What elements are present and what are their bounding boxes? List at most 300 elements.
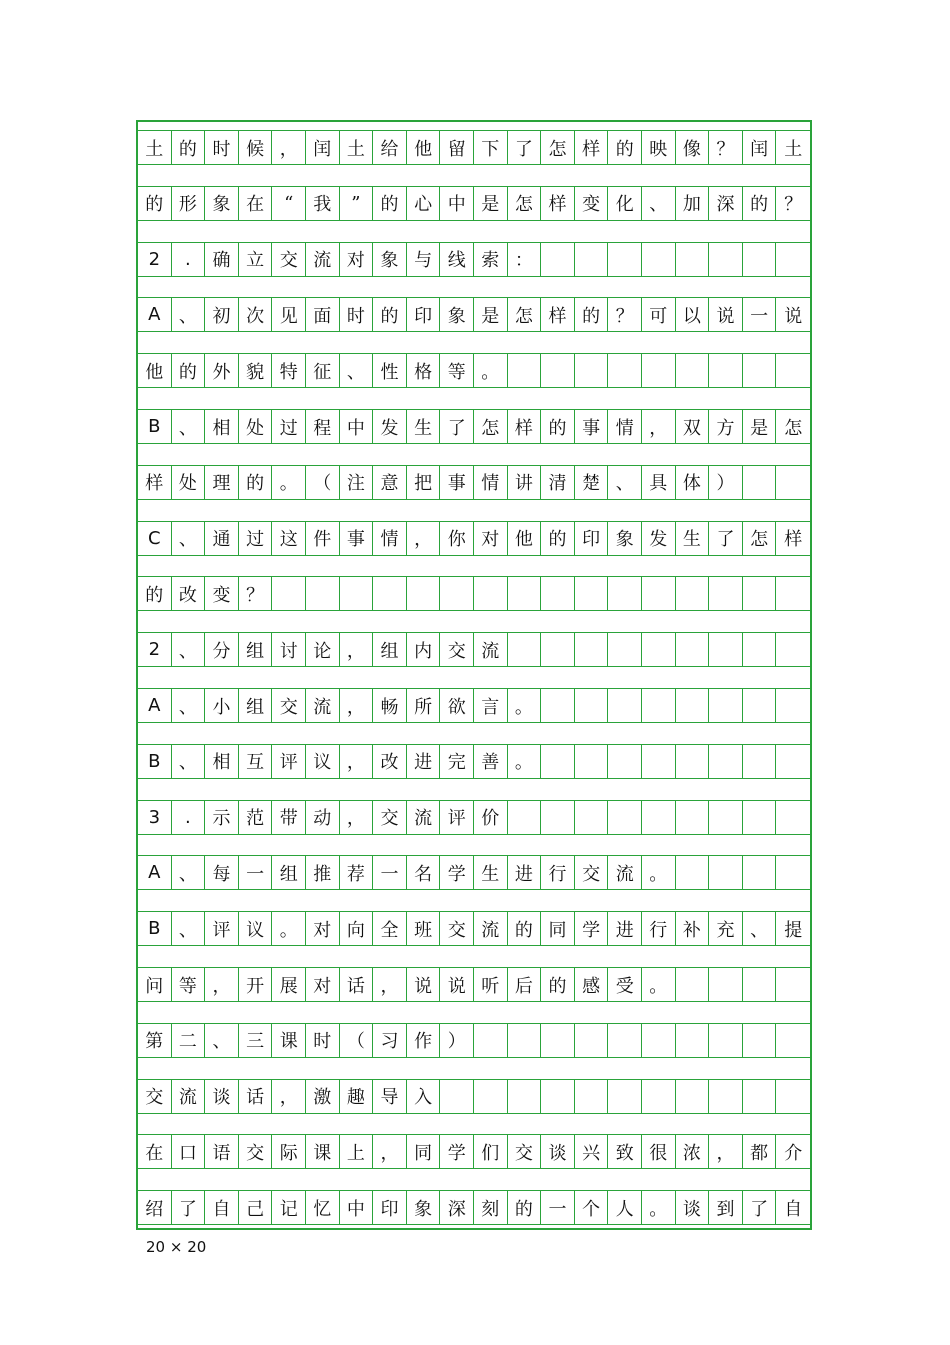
- grid-cell: [474, 1024, 508, 1057]
- grid-cell: 发: [373, 410, 407, 443]
- grid-cell: 流: [608, 856, 642, 889]
- grid-cell: [676, 856, 710, 889]
- grid-cell: 中: [340, 1191, 374, 1224]
- grid-cell: 作: [407, 1024, 441, 1057]
- grid-cell: [676, 745, 710, 778]
- grid-cell: 交: [272, 243, 306, 276]
- grid-cell: 留: [440, 131, 474, 164]
- grid-cell: 怎: [508, 187, 542, 220]
- grid-cell: 流: [474, 912, 508, 945]
- grid-cell: 象: [205, 187, 239, 220]
- grid-cell: 流: [172, 1080, 206, 1113]
- grid-cell: 注: [340, 466, 374, 499]
- grid-cell: 浓: [676, 1135, 710, 1168]
- grid-cell: 评: [440, 801, 474, 834]
- grid-cell: 分: [205, 633, 239, 666]
- grid-cell: 事: [340, 522, 374, 555]
- grid-cell: [743, 633, 777, 666]
- grid-cell: 把: [407, 466, 441, 499]
- grid-cell: [608, 1024, 642, 1057]
- grid-cell: 互: [239, 745, 273, 778]
- grid-cell: 感: [575, 968, 609, 1001]
- grid-cell: [709, 243, 743, 276]
- grid-row: [138, 521, 810, 556]
- grid-cell: [743, 745, 777, 778]
- grid-cell: 完: [440, 745, 474, 778]
- grid-cell: ：: [508, 243, 542, 276]
- grid-cell: 说: [709, 298, 743, 331]
- grid-cell: [541, 745, 575, 778]
- grid-cell: [608, 801, 642, 834]
- grid-row: [138, 297, 810, 332]
- grid-cell: （: [340, 1024, 374, 1057]
- grid-cell: 谈: [205, 1080, 239, 1113]
- grid-cell: 谈: [541, 1135, 575, 1168]
- grid-cell: [676, 1080, 710, 1113]
- grid-cell: [642, 1024, 676, 1057]
- grid-cell: 开: [239, 968, 273, 1001]
- grid-cell: 对: [340, 243, 374, 276]
- grid-cell: 交: [272, 689, 306, 722]
- grid-cell: 样: [541, 187, 575, 220]
- grid-cell: 推: [306, 856, 340, 889]
- grid-cell: [743, 689, 777, 722]
- grid-cell: 面: [306, 298, 340, 331]
- grid-cell: 心: [407, 187, 441, 220]
- grid-cell: 映: [642, 131, 676, 164]
- grid-cell: 后: [508, 968, 542, 1001]
- grid-cell: 的: [172, 354, 206, 387]
- grid-cell: 忆: [306, 1191, 340, 1224]
- grid-row: [138, 967, 810, 1002]
- grid-cell: [642, 745, 676, 778]
- grid-cell: 班: [407, 912, 441, 945]
- grid-cell: 生: [474, 856, 508, 889]
- grid-cell: 话: [239, 1080, 273, 1113]
- grid-row: [138, 130, 810, 165]
- grid-cell: 了: [508, 131, 542, 164]
- grid-cell: [743, 243, 777, 276]
- grid-cell: [608, 689, 642, 722]
- grid-cell: ，: [709, 1135, 743, 1168]
- grid-cell: 对: [306, 912, 340, 945]
- grid-cell: 可: [642, 298, 676, 331]
- grid-cell: 理: [205, 466, 239, 499]
- grid-cell: [608, 745, 642, 778]
- grid-cell: 是: [474, 298, 508, 331]
- grid-cell: [642, 633, 676, 666]
- grid-cell: 、: [172, 410, 206, 443]
- grid-cell: 、: [172, 856, 206, 889]
- grid-cell: [508, 1080, 542, 1113]
- grid-cell: 改: [172, 577, 206, 610]
- grid-cell: 对: [474, 522, 508, 555]
- grid-cell: 介: [784, 1142, 803, 1164]
- grid-cell: [474, 1080, 508, 1113]
- grid-cell: 的: [541, 968, 575, 1001]
- grid-cell: [776, 633, 810, 666]
- grid-cell: [709, 1024, 743, 1057]
- grid-row: [138, 186, 810, 221]
- grid-cell: 、: [743, 912, 777, 945]
- grid-cell: 时: [306, 1024, 340, 1057]
- grid-cell: [575, 577, 609, 610]
- grid-cell: 深: [440, 1191, 474, 1224]
- grid-cell: B: [138, 912, 172, 945]
- grid-cell: [541, 801, 575, 834]
- manuscript-grid: [136, 120, 812, 1230]
- grid-cell: 交: [440, 912, 474, 945]
- grid-cell: 性: [373, 354, 407, 387]
- grid-cell: 他: [138, 354, 172, 387]
- grid-cell: 习: [373, 1024, 407, 1057]
- grid-cell: 的: [138, 187, 172, 220]
- grid-cell: [608, 1080, 642, 1113]
- grid-cell: 谈: [676, 1191, 710, 1224]
- grid-cell: [541, 1080, 575, 1113]
- grid-cell: 荐: [340, 856, 374, 889]
- grid-cell: [541, 1024, 575, 1057]
- grid-cell: 一: [239, 856, 273, 889]
- grid-row: [138, 800, 810, 835]
- grid-cell: 。: [508, 745, 542, 778]
- grid-cell: 这: [272, 522, 306, 555]
- grid-cell: ，: [373, 1135, 407, 1168]
- grid-cell: [743, 466, 777, 499]
- grid-cell: 改: [373, 745, 407, 778]
- grid-cell: 畅: [373, 689, 407, 722]
- grid-cell: 体: [676, 466, 710, 499]
- grid-cell: 话: [340, 968, 374, 1001]
- grid-cell: 的: [373, 187, 407, 220]
- grid-cell: 象: [373, 243, 407, 276]
- grid-cell: 说: [784, 305, 803, 327]
- grid-cell: 所: [407, 689, 441, 722]
- grid-cell: 提: [784, 919, 803, 941]
- grid-cell: 动: [306, 801, 340, 834]
- grid-cell: 见: [272, 298, 306, 331]
- grid-cell: 情: [474, 466, 508, 499]
- grid-cell: 闰: [743, 131, 777, 164]
- grid-cell: [743, 856, 777, 889]
- grid-cell: ）: [709, 466, 743, 499]
- grid-cell: 言: [474, 689, 508, 722]
- grid-cell: 交: [373, 801, 407, 834]
- grid-cell: [676, 354, 710, 387]
- grid-cell: 说: [440, 968, 474, 1001]
- grid-cell: 内: [407, 633, 441, 666]
- grid-cell: [776, 968, 810, 1001]
- grid-cell: [709, 633, 743, 666]
- grid-cell: 是: [743, 410, 777, 443]
- grid-cell: [709, 689, 743, 722]
- grid-cell: 他: [407, 131, 441, 164]
- grid-cell: 样: [508, 410, 542, 443]
- grid-cell: 人: [608, 1191, 642, 1224]
- grid-cell: [709, 801, 743, 834]
- grid-cell: 化: [608, 187, 642, 220]
- grid-cell: 印: [373, 1191, 407, 1224]
- grid-cell: [340, 577, 374, 610]
- grid-cell: ）: [440, 1024, 474, 1057]
- grid-cell: 怎: [541, 131, 575, 164]
- grid-cell: .: [172, 801, 206, 834]
- grid-cell: 的: [541, 410, 575, 443]
- grid-cell: 在: [138, 1135, 172, 1168]
- grid-cell: 进: [608, 912, 642, 945]
- grid-cell: [743, 577, 777, 610]
- grid-cell: 组: [373, 633, 407, 666]
- grid-cell: [575, 745, 609, 778]
- grid-cell: 致: [608, 1135, 642, 1168]
- grid-cell: 等: [172, 968, 206, 1001]
- grid-cell: 学: [440, 1135, 474, 1168]
- grid-cell: 变: [205, 577, 239, 610]
- grid-cell: [743, 801, 777, 834]
- grid-cell: [776, 243, 810, 276]
- grid-cell: 象: [440, 298, 474, 331]
- grid-cell: [743, 354, 777, 387]
- grid-cell: 充: [709, 912, 743, 945]
- grid-cell: 样: [575, 131, 609, 164]
- grid-cell: 交: [440, 633, 474, 666]
- grid-cell: 交: [138, 1080, 172, 1113]
- grid-cell: 评: [272, 745, 306, 778]
- grid-row: [138, 632, 810, 667]
- grid-cell: 名: [407, 856, 441, 889]
- grid-size-label: 20 × 20: [146, 1238, 207, 1256]
- grid-cell: 。: [474, 354, 508, 387]
- grid-cell: 范: [239, 801, 273, 834]
- grid-cell: [743, 1024, 777, 1057]
- grid-row: [138, 353, 810, 388]
- grid-cell: [575, 801, 609, 834]
- grid-cell: 进: [407, 745, 441, 778]
- grid-cell: [373, 577, 407, 610]
- grid-cell: 通: [205, 522, 239, 555]
- grid-cell: [676, 801, 710, 834]
- grid-cell: 小: [205, 689, 239, 722]
- grid-cell: 清: [541, 466, 575, 499]
- grid-cell: [508, 1024, 542, 1057]
- grid-cell: [541, 354, 575, 387]
- grid-cell: [306, 577, 340, 610]
- grid-cell: [608, 354, 642, 387]
- grid-cell: 讲: [508, 466, 542, 499]
- grid-cell: 绍: [138, 1191, 172, 1224]
- grid-cell: 组: [272, 856, 306, 889]
- grid-cell: [776, 354, 810, 387]
- grid-cell: 论: [306, 633, 340, 666]
- grid-row: [138, 465, 810, 500]
- grid-cell: 学: [440, 856, 474, 889]
- grid-cell: 初: [205, 298, 239, 331]
- grid-cell: 流: [306, 689, 340, 722]
- grid-cell: 事: [575, 410, 609, 443]
- grid-cell: 的: [541, 522, 575, 555]
- grid-cell: 生: [676, 522, 710, 555]
- grid-cell: 在: [239, 187, 273, 220]
- grid-cell: 问: [138, 968, 172, 1001]
- grid-cell: 了: [709, 522, 743, 555]
- grid-cell: [776, 856, 810, 889]
- grid-cell: [709, 354, 743, 387]
- grid-cell: ？: [608, 298, 642, 331]
- grid-cell: 上: [340, 1135, 374, 1168]
- grid-cell: 展: [272, 968, 306, 1001]
- grid-cell: 的: [373, 298, 407, 331]
- grid-cell: 样: [784, 529, 803, 551]
- grid-cell: 、: [340, 354, 374, 387]
- grid-cell: 印: [407, 298, 441, 331]
- grid-cell: 口: [172, 1135, 206, 1168]
- grid-cell: [642, 354, 676, 387]
- grid-cell: [440, 577, 474, 610]
- grid-cell: ，: [373, 968, 407, 1001]
- grid-cell: [776, 1080, 810, 1113]
- grid-cell: 。: [272, 466, 306, 499]
- grid-cell: ？: [239, 577, 273, 610]
- grid-cell: 是: [474, 187, 508, 220]
- grid-cell: ”: [340, 187, 374, 220]
- grid-cell: 了: [440, 410, 474, 443]
- grid-cell: 行: [642, 912, 676, 945]
- grid-cell: 加: [676, 187, 710, 220]
- grid-cell: 导: [373, 1080, 407, 1113]
- grid-cell: [776, 801, 810, 834]
- grid-cell: [508, 577, 542, 610]
- grid-cell: 的: [239, 466, 273, 499]
- grid-cell: 同: [541, 912, 575, 945]
- grid-cell: 趣: [340, 1080, 374, 1113]
- grid-cell: ，: [407, 522, 441, 555]
- grid-cell: 讨: [272, 633, 306, 666]
- grid-cell: ，: [340, 801, 374, 834]
- grid-cell: 2: [138, 243, 172, 276]
- grid-cell: [474, 577, 508, 610]
- grid-cell: [575, 689, 609, 722]
- grid-cell: 、: [172, 912, 206, 945]
- grid-cell: 件: [306, 522, 340, 555]
- grid-cell: ，: [340, 745, 374, 778]
- grid-cell: C: [138, 522, 172, 555]
- grid-cell: B: [138, 745, 172, 778]
- grid-cell: 二: [172, 1024, 206, 1057]
- grid-cell: [642, 577, 676, 610]
- grid-cell: [743, 1080, 777, 1113]
- grid-cell: [642, 1080, 676, 1113]
- grid-row: [138, 744, 810, 779]
- grid-cell: 具: [642, 466, 676, 499]
- grid-cell: 自: [784, 1198, 803, 1220]
- grid-cell: 很: [642, 1135, 676, 1168]
- grid-cell: 印: [575, 522, 609, 555]
- grid-cell: 貌: [239, 354, 273, 387]
- grid-cell: 一: [743, 298, 777, 331]
- grid-cell: 交: [575, 856, 609, 889]
- grid-cell: 、: [608, 466, 642, 499]
- grid-cell: [575, 1080, 609, 1113]
- grid-cell: [676, 577, 710, 610]
- grid-cell: [407, 577, 441, 610]
- grid-cell: 自: [205, 1191, 239, 1224]
- grid-cell: [575, 633, 609, 666]
- grid-cell: [709, 856, 743, 889]
- grid-cell: 候: [239, 131, 273, 164]
- grid-cell: 我: [306, 187, 340, 220]
- grid-row: [138, 688, 810, 723]
- grid-row: [138, 409, 810, 444]
- grid-cell: 确: [205, 243, 239, 276]
- grid-cell: [508, 801, 542, 834]
- grid-cell: 生: [407, 410, 441, 443]
- grid-cell: 的: [138, 577, 172, 610]
- grid-cell: 。: [272, 912, 306, 945]
- grid-cell: [575, 1024, 609, 1057]
- grid-cell: 个: [575, 1191, 609, 1224]
- grid-cell: 处: [172, 466, 206, 499]
- grid-cell: 都: [743, 1135, 777, 1168]
- grid-cell: 相: [205, 745, 239, 778]
- grid-cell: 善: [474, 745, 508, 778]
- grid-cell: [272, 577, 306, 610]
- grid-cell: 的: [575, 298, 609, 331]
- grid-cell: 特: [272, 354, 306, 387]
- grid-cell: 示: [205, 801, 239, 834]
- grid-cell: 、: [172, 633, 206, 666]
- grid-cell: 的: [608, 131, 642, 164]
- grid-cell: 价: [474, 801, 508, 834]
- grid-cell: 组: [239, 689, 273, 722]
- grid-cell: 语: [205, 1135, 239, 1168]
- grid-cell: ？: [784, 194, 803, 216]
- grid-cell: 进: [508, 856, 542, 889]
- grid-cell: 他: [508, 522, 542, 555]
- grid-cell: 的: [508, 1191, 542, 1224]
- grid-cell: 学: [575, 912, 609, 945]
- grid-cell: [642, 243, 676, 276]
- grid-cell: [541, 577, 575, 610]
- grid-cell: 说: [407, 968, 441, 1001]
- grid-cell: 激: [306, 1080, 340, 1113]
- grid-row: [138, 1079, 810, 1114]
- grid-cell: 同: [407, 1135, 441, 1168]
- grid-cell: 怎: [474, 410, 508, 443]
- grid-cell: [676, 243, 710, 276]
- grid-cell: [709, 577, 743, 610]
- grid-cell: 记: [272, 1191, 306, 1224]
- grid-cell: [676, 689, 710, 722]
- grid-cell: 一: [541, 1191, 575, 1224]
- grid-cell: 事: [440, 466, 474, 499]
- grid-cell: [541, 689, 575, 722]
- grid-cell: 际: [272, 1135, 306, 1168]
- grid-row: [138, 911, 810, 946]
- grid-row: [138, 242, 810, 277]
- grid-cell: 一: [373, 856, 407, 889]
- grid-cell: ，: [272, 1080, 306, 1113]
- grid-cell: 你: [440, 522, 474, 555]
- grid-cell: 格: [407, 354, 441, 387]
- grid-cell: 土: [138, 131, 172, 164]
- grid-cell: [440, 1080, 474, 1113]
- grid-cell: [541, 633, 575, 666]
- grid-cell: 补: [676, 912, 710, 945]
- grid-cell: 、: [172, 689, 206, 722]
- grid-row: [138, 1134, 810, 1169]
- grid-cell: [709, 1080, 743, 1113]
- grid-cell: 形: [172, 187, 206, 220]
